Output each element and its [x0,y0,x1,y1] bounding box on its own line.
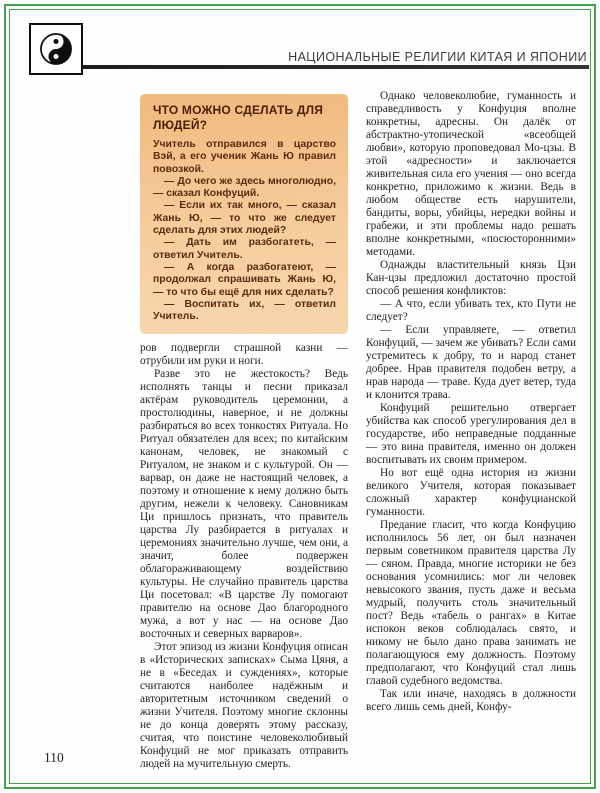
paragraph: — А что, если убивать тех, кто Пути не следует? [366,298,576,323]
paragraph: Этот эпизод из жизни Конфуция описан в «Исторических записках» Сыма Цяня, а не в «Беседах и суждениях», которые считаются наиболее надёжным и авторитетным источником сведений о жизни Учителя. Поэтому многие склонны не до конца доверять этому рассказу, считая, что поистине человеколюбивый Конфуций не мог приказать отправить людей на мучительную смерть. [140,641,348,771]
paragraph: Так или иначе, находясь в должности всего лишь семь дней, Конфу- [366,688,576,713]
yin-yang-box [29,23,83,75]
running-head: НАЦИОНАЛЬНЫЕ РЕЛИГИИ КИТАЯ И ЯПОНИИ [288,50,587,64]
paragraph: ров подвергли страшной казни — отрубили им руки и ноги. [140,342,348,368]
page-number: 110 [44,750,64,765]
paragraph: Учитель отправился в царство Вэй, а его ученик Жань Ю правил повозкой. [153,139,336,175]
paragraph: Но вот ещё одна история из жизни великого Учителя, которая показывает сложный характер конфуцианской гуманности. [366,467,576,518]
paragraph: — А когда разбогатеют, — продолжал спрашивать Жань Ю, — то что бы ещё для них сделать? [153,261,336,298]
paragraph: Однажды властительный князь Цзи Кан-цзы предложил достаточно простой способ решения конфликтов: [366,259,576,297]
header-rule [79,65,589,69]
left-column [140,94,348,771]
paragraph: Предание гласит, что когда Конфуцию исполнилось 56 лет, он был назначен первым советником правителя царства Лу — сяном. Правда, многие историки не без основания усомнились: мог ли человек невысокого звания, пусть даже и весьма мудрый, получить столь значительный пост? Ведь «табель о рангах» в Китае испокон веков соблюдалась свято, и никому не было дано права занимать не полагающуюся ему должность. Поэтому предполагают, что Конфуций стал лишь главой судебного ведомства. [366,519,576,687]
paragraph: — Если их так много, — сказал Жань Ю, — то что же следует сделать для этих людей? [153,200,336,237]
paragraph: Однако человеколюбие, гуманность и справедливость у Конфуция вполне конкретны, адресны. Он далёк от абстрактно-утопической «всеобщей любви», которую проповедовал Мо-цзы. В этой «адресности» и заключается живительная сила его учения — оно всегда конкретно, приложимо к жизни. Ведь в любом обществе есть нарушители, бандиты, воры, убийцы, нередки войны и грабежи, и эти проблемы надо решать вполне конкретными, «посюсторонними» методами. [366,90,576,258]
info-box [140,94,348,334]
right-column [366,90,576,714]
left-column-text [140,342,348,771]
info-box-title: ЧТО МОЖНО СДЕЛАТЬ ДЛЯ ЛЮДЕЙ? [153,103,324,132]
paragraph: Разве это не жестокость? Ведь исполнять танцы и песни приказал актёрам руководитель церемонии, а простолюдины, наверное, и не должны разбираться во всех тонкостях Ритуала. Но Ритуал обязателен для всех; по китайским канонам, человек, не знакомый с Ритуалом, не знаком и с культурой. Он — варвар, он даже не настоящий человек, а поэтому и отношение к нему должно быть другим, нежели к человеку. Сановникам Ци пришлось признать, что правитель царства Лу разбирается в ритуалах и церемониях значительно лучше, чем они, а значит, более подвержен облагораживающему воздействию культуры. Не случайно правитель царства Ци посетовал: «В царстве Лу помогают правителю на основе Дао благородного мужа, а вот у нас — на основе Дао восточных и северных варваров». [140,368,348,641]
info-box-body [153,139,336,323]
right-column-text [366,90,576,714]
yin-yang-icon [37,30,75,68]
paragraph: — Если управляете, — ответил Конфуций, — зачем же убивать? Если сами устремитесь к добру, то и народ станет добрее. Нрав правителя подобен ветру, а нрав народа — траве. Куда дует ветер, туда и клонится трава. [366,324,576,401]
paragraph: — Дать им разбогатеть, — ответил Учитель. [153,237,336,261]
paragraph: — Воспитать их, — ответил Учитель. [153,298,336,323]
paragraph: Конфуций решительно отвергает убийства как способ урегулирования дел в государстве, ибо неправедные подданные — это вина правителя, именно он должен воспитывать их своим примером. [366,402,576,466]
paragraph: — До чего же здесь многолюдно, — сказал Конфуций. [153,175,336,200]
